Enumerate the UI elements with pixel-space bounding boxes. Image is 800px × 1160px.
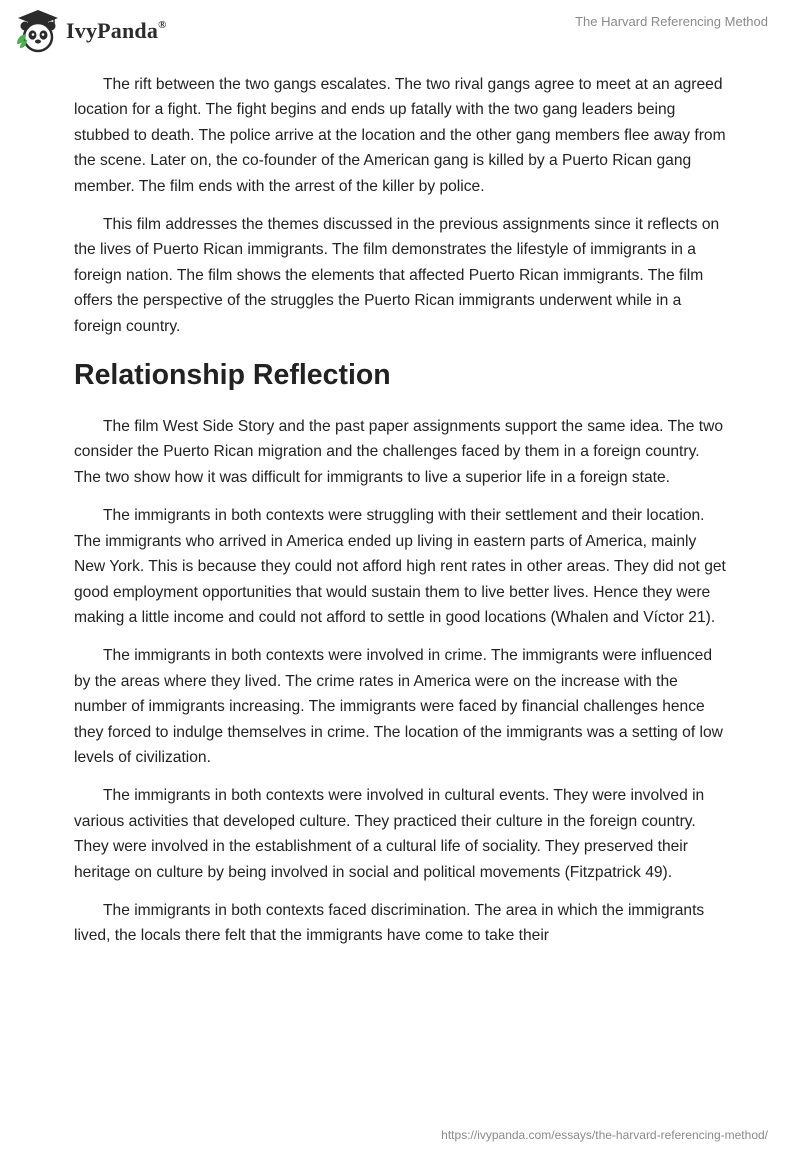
page-header [0, 0, 800, 60]
paragraph: The immigrants in both contexts faced discrimination. The area in which the immigrants lived, the locals there felt that the immigrants have come to take their [74, 901, 705, 945]
section-heading: Relationship Reflection [74, 359, 391, 392]
source-url[interactable]: https://ivypanda.com/essays/the-harvard-referencing-method/ [441, 1128, 768, 1142]
brand-name: IvyPanda® [66, 18, 167, 43]
registered-mark: ® [158, 18, 167, 31]
brand-logo[interactable] [14, 8, 167, 54]
panda-logo-icon [14, 8, 62, 54]
paragraph: The immigrants in both contexts were struggling with their settlement and their location. The immigrants who arrived in America ended up living in eastern parts of America, mainly New York. This is because they could not afford high rent rates in other areas. They did not get good employment opportunities that would sustain them to live better lives. Hence they were making a little income and could not afford to settle in good locations (Whalen and Víctor 21). [74, 507, 726, 626]
document-title: The Harvard Referencing Method [575, 14, 768, 29]
paragraph: The immigrants in both contexts were involved in cultural events. They were involved in various activities that developed culture. They practiced their culture in the foreign country. They were involved in the establishment of a cultural life of sociality. They preserved their heritage on culture by being involved in social and political movements (Fitzpatrick 49). [74, 787, 705, 881]
paragraph: The film West Side Story and the past paper assignments support the same idea. The two consider the Puerto Rican migration and the challenges faced by them in a foreign country. The two show how it was difficult for immigrants to live a superior life in a foreign state. [74, 418, 724, 486]
paragraph: The rift between the two gangs escalates. The two rival gangs agree to meet at an agreed location for a fight. The fight begins and ends up fatally with the two gang leaders being stubbed to death. The police arrive at the location and the other gang members flee away from the scene. Later on, the co-founder of the American gang is killed by a Puerto Rican gang member. The film ends with the arrest of the killer by police. [74, 76, 726, 195]
paragraph: The immigrants in both contexts were involved in crime. The immigrants were influenced by the areas where they lived. The crime rates in America were on the increase with the number of immigrants increasing. The immigrants were faced by financial challenges hence they forced to indulge themselves in crime. The location of the immigrants was a setting of low levels of civilization. [74, 647, 723, 766]
essay-content [74, 72, 730, 962]
paragraph: This film addresses the themes discussed in the previous assignments since it reflects on the lives of Puerto Rican immigrants. The film demonstrates the lifestyle of immigrants in a foreign nation. The film shows the elements that affected Puerto Rican immigrants. The film offers the perspective of the struggles the Puerto Rican immigrants underwent while in a foreign country. [74, 216, 720, 335]
